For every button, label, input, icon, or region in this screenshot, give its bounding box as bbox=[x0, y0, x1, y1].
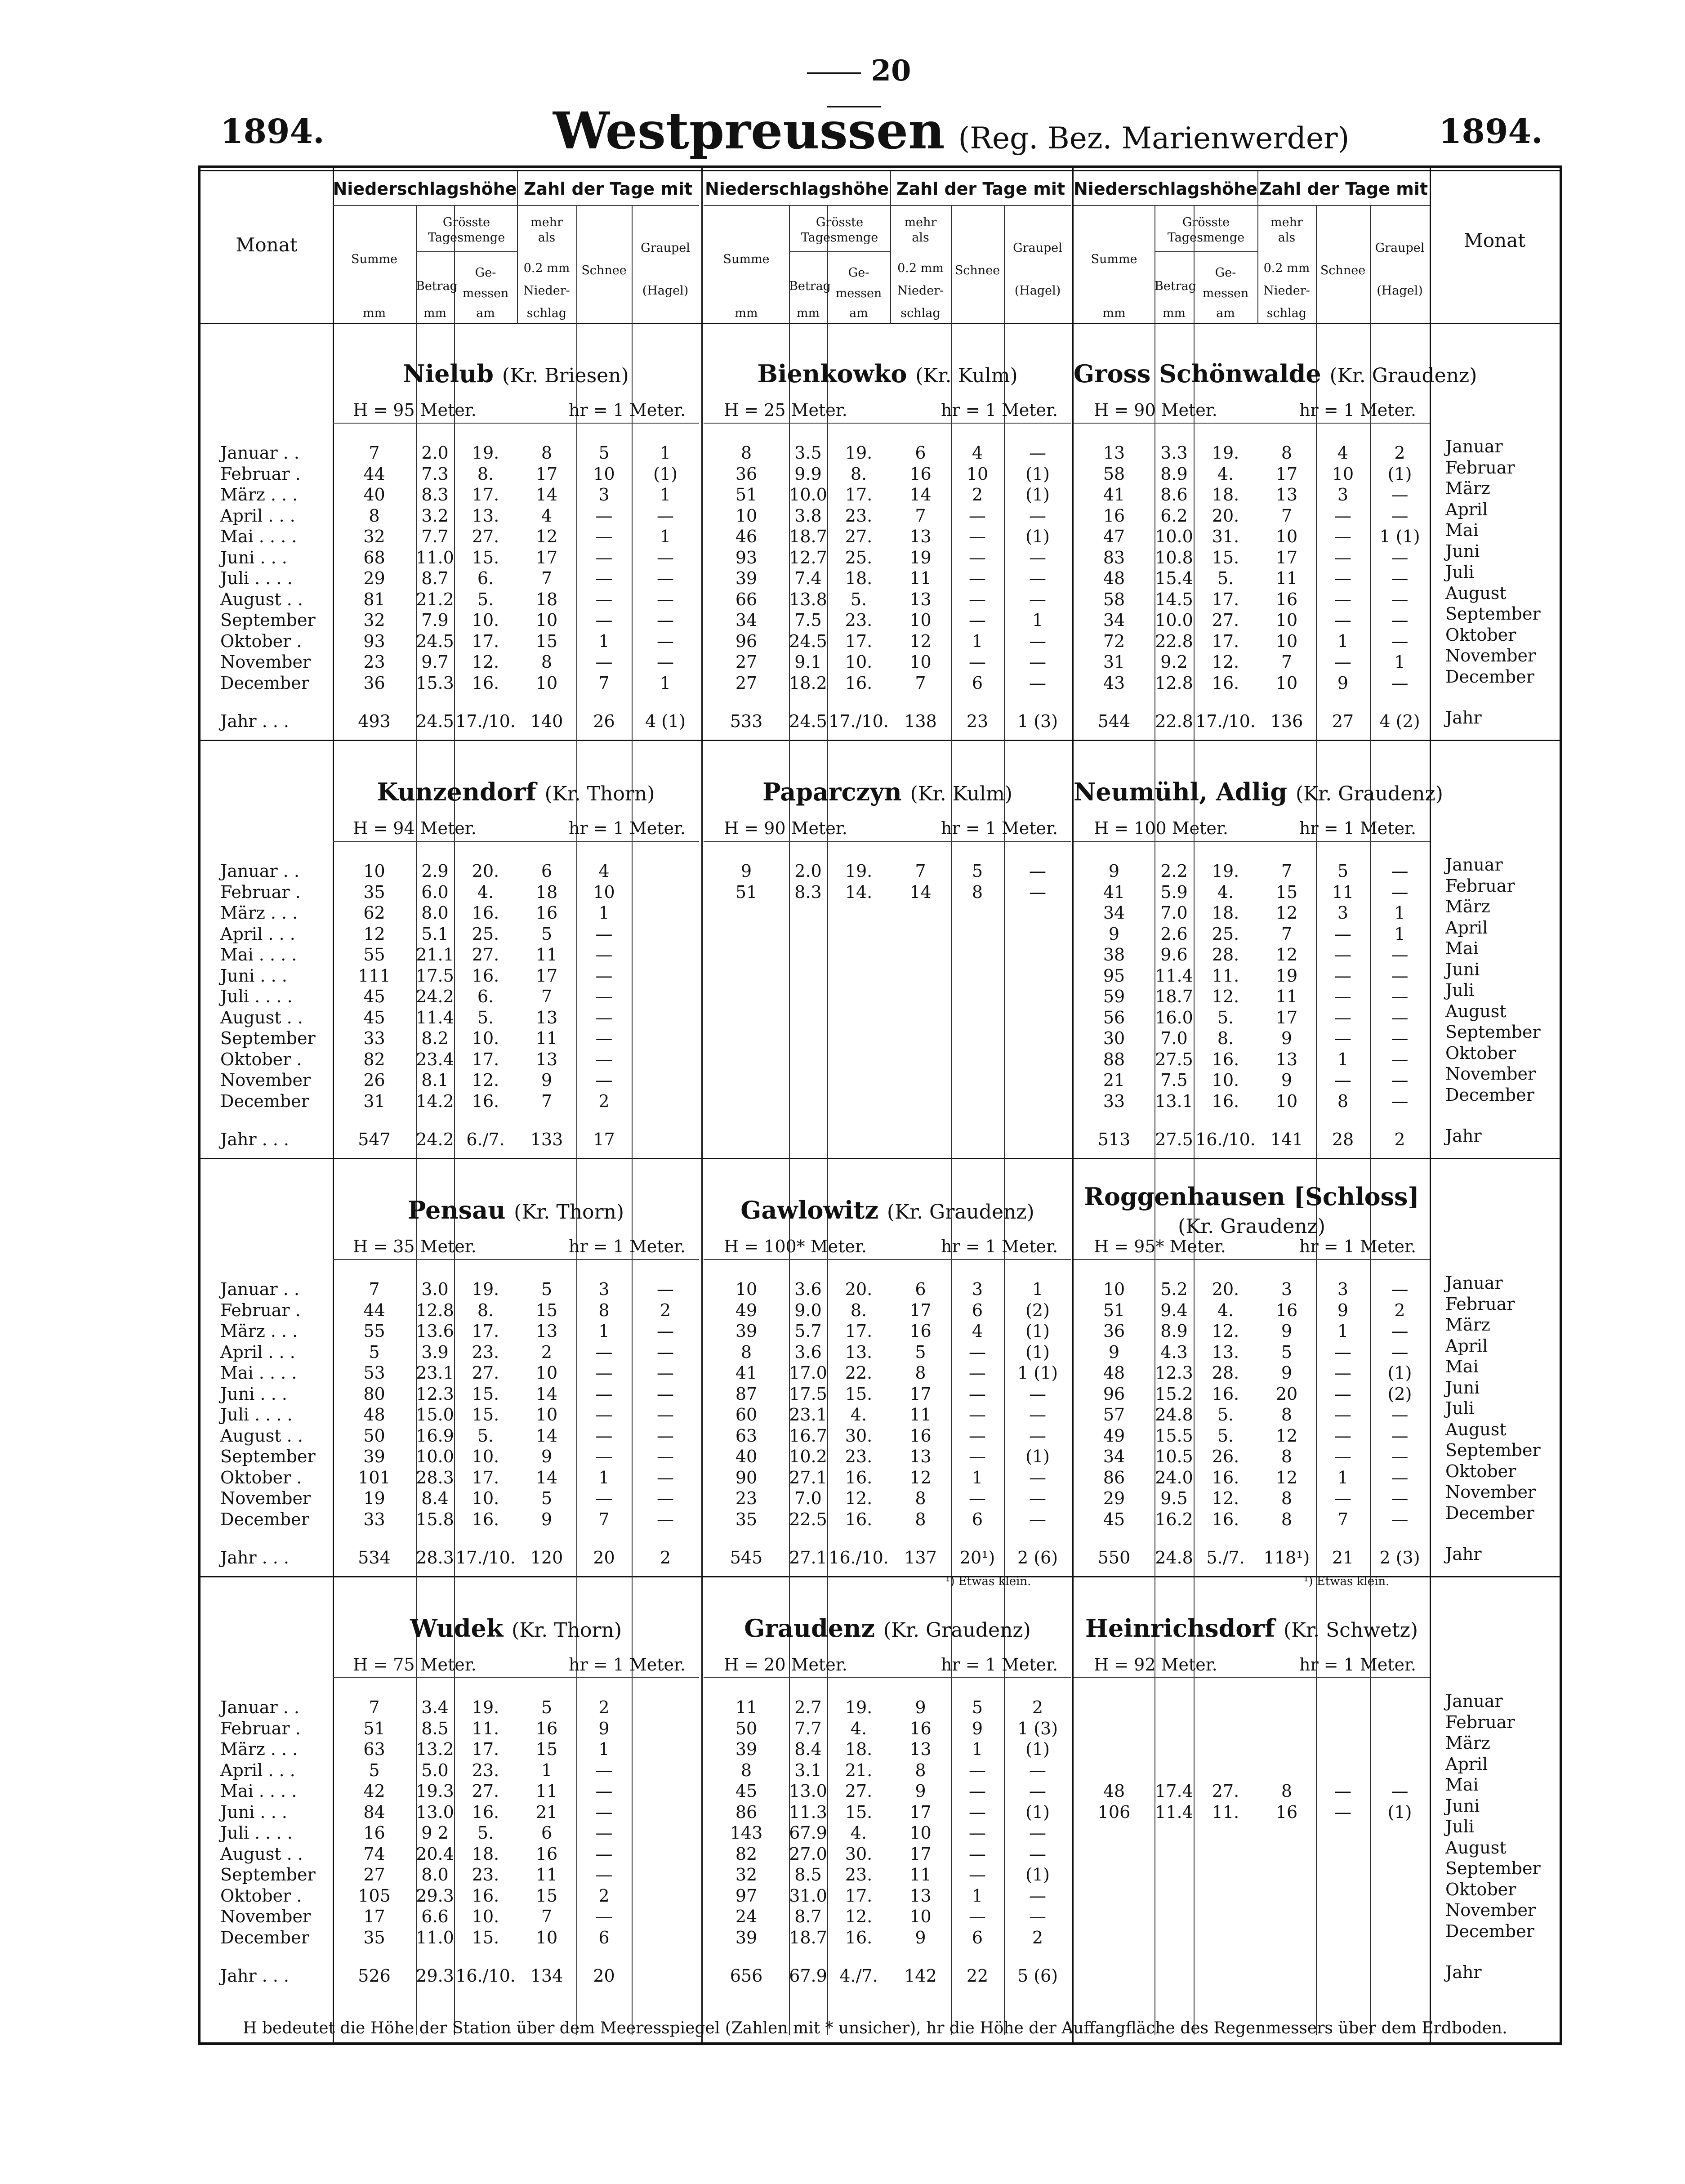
station-kreis-10: (Kr. Graudenz) bbox=[883, 1619, 1031, 1642]
jahr-right-0: Jahr bbox=[1445, 708, 1482, 728]
station-7-jahr-0: 545 bbox=[730, 1548, 763, 1568]
header-tagesmenge-0: Tagesmenge bbox=[428, 231, 505, 245]
header-hagel-0: (Hagel) bbox=[642, 284, 689, 298]
station-5-am: 19. 4. 18. 25. 28. 11. 12. 5. 8. 16. 10. 16. bbox=[1212, 861, 1239, 1111]
station-9-jahr-2: 16./10. bbox=[455, 1966, 516, 1986]
station-2-summe: 13 58 41 16 47 83 48 58 34 72 31 43 bbox=[1103, 443, 1125, 693]
station-kreis-9: (Kr. Thorn) bbox=[512, 1619, 622, 1642]
station-title-2: Gross Schönwalde bbox=[1074, 359, 1321, 388]
station-6-jahr-1: 28.3 bbox=[416, 1548, 454, 1568]
station-5-mehr: 7 15 12 7 12 19 11 17 9 13 9 10 bbox=[1275, 861, 1298, 1111]
station-sep-1 bbox=[704, 423, 1071, 424]
station-hr-3: hr = 1 Meter. bbox=[569, 818, 686, 838]
station-3-jahr-2: 6./7. bbox=[466, 1130, 505, 1149]
station-sep-3 bbox=[333, 841, 699, 842]
page-number: 20 bbox=[764, 54, 944, 121]
station-7-jahr-2: 16./10. bbox=[829, 1548, 889, 1568]
station-7-summe: 10 49 39 8 41 87 60 63 40 90 23 35 bbox=[735, 1279, 758, 1529]
header-schlag-1: schlag bbox=[900, 306, 941, 320]
station-name-7 bbox=[704, 1196, 1071, 1226]
station-8-summe: 10 51 36 9 48 96 57 49 34 86 29 45 bbox=[1103, 1279, 1125, 1529]
station-5-jahr-5: 2 bbox=[1394, 1130, 1405, 1149]
station-10-jahr-0: 656 bbox=[730, 1966, 763, 1986]
month-col-left-1: Januar . . Februar . März . . . April . . . Mai . . . . Juni . . . Juli . . . . August . . September Oktober . November December bbox=[220, 861, 316, 1111]
station-title-1: Bienkowko bbox=[757, 359, 907, 388]
header-gt-line-0 bbox=[416, 251, 517, 252]
station-title-0: Nielub bbox=[403, 359, 494, 388]
station-name-0 bbox=[333, 360, 699, 390]
month-col-left-2: Januar . . Februar . März . . . April . . . Mai . . . . Juni . . . Juli . . . . August . . September Oktober . November December bbox=[220, 1279, 316, 1529]
station-hr-6: hr = 1 Meter. bbox=[569, 1237, 686, 1256]
station-1-jahr-2: 17./10. bbox=[829, 711, 889, 731]
station-title-7: Gawlowitz bbox=[740, 1196, 879, 1224]
station-0-jahr-3: 140 bbox=[530, 711, 563, 731]
station-1-summe: 8 36 51 10 46 93 39 66 34 96 27 27 bbox=[735, 443, 758, 693]
station-8-jahr-3: 118¹) bbox=[1263, 1548, 1310, 1568]
station-title-4: Paparczyn bbox=[762, 777, 902, 806]
header-02mm-2: 0.2 mm bbox=[1263, 261, 1310, 275]
header-gt-line-1 bbox=[789, 251, 890, 252]
station-8-jahr-0: 550 bbox=[1097, 1548, 1131, 1568]
station-8-schnee: 3 9 1 — — — — — — 1 — 7 bbox=[1334, 1279, 1351, 1529]
header-graupel-0: Graupel bbox=[641, 241, 690, 255]
station-9-mehr: 5 16 15 1 11 21 6 16 11 15 7 10 bbox=[535, 1697, 558, 1947]
station-6-summe: 7 44 55 5 53 80 48 50 39 101 19 33 bbox=[358, 1279, 391, 1529]
station-kreis-4: (Kr. Kulm) bbox=[910, 782, 1012, 805]
station-height-0: H = 95 Meter. bbox=[353, 400, 477, 420]
header-ge-2: Ge- bbox=[1215, 266, 1236, 280]
header-tagesmenge-1: Tagesmenge bbox=[801, 231, 878, 245]
header-sub-line-2 bbox=[1074, 205, 1430, 206]
station-name-10 bbox=[704, 1614, 1071, 1644]
header-zahl-tage-1: Zahl der Tage mit bbox=[896, 179, 1065, 199]
station-kreis-6: (Kr. Thorn) bbox=[514, 1201, 624, 1224]
footer-note: H bedeutet die Höhe der Station über dem Meeresspiegel (Zahlen mit * unsicher), hr die Höhe der Auffangfläche des Regenmessers über dem Erdboden. bbox=[243, 2019, 1507, 2037]
title-subtitle: (Reg. Bez. Marienwerder) bbox=[958, 121, 1350, 156]
header-groesste-1: Grösste bbox=[816, 215, 864, 229]
station-9-jahr-3: 134 bbox=[530, 1966, 563, 1986]
station-name-8 bbox=[1074, 1183, 1430, 1241]
station-3-schnee: 4 10 1 — — — — — — — — 2 bbox=[593, 861, 615, 1111]
header-niederschlag-1: Niederschlagshöhe bbox=[705, 179, 889, 199]
station-3-mehr: 6 18 16 5 11 17 7 13 11 13 9 7 bbox=[535, 861, 558, 1111]
station-7-schnee: 3 6 4 — — — — — — 1 — 6 bbox=[969, 1279, 986, 1529]
station-hr-5: hr = 1 Meter. bbox=[1299, 818, 1417, 838]
header-schnee-2: Schnee bbox=[1320, 264, 1366, 277]
station-name-3 bbox=[333, 778, 699, 808]
station-0-betrag: 2.0 7.3 8.3 3.2 7.7 11.0 8.7 21.2 7.9 24.5 9.7 15.3 bbox=[416, 443, 454, 693]
header-messen-1: messen bbox=[835, 286, 882, 300]
station-2-jahr-1: 22.8 bbox=[1155, 711, 1193, 731]
station-2-jahr-2: 17./10. bbox=[1195, 711, 1256, 731]
station-3-jahr-1: 24.2 bbox=[416, 1130, 454, 1149]
station-6-am: 19. 8. 17. 23. 27. 15. 15. 5. 10. 17. 10. 16. bbox=[472, 1279, 499, 1529]
station-3-summe: 10 35 62 12 55 111 45 45 33 82 26 31 bbox=[358, 861, 391, 1111]
header-mm-0: mm bbox=[362, 306, 386, 320]
station-title-9: Wudek bbox=[410, 1614, 504, 1643]
station-3-jahr-0: 547 bbox=[358, 1130, 391, 1149]
station-11-schnee: — — bbox=[1334, 1781, 1351, 1822]
station-5-jahr-0: 513 bbox=[1097, 1130, 1131, 1149]
header-mm2-1: mm bbox=[796, 306, 820, 320]
station-height-6: H = 35 Meter. bbox=[353, 1237, 477, 1256]
station-0-schnee: 5 10 3 — — — — — — 1 — 7 bbox=[593, 443, 615, 693]
month-col-right-3: Januar Februar März April Mai Juni Juli August September Oktober November December bbox=[1445, 1691, 1541, 1941]
station-2-jahr-0: 544 bbox=[1097, 711, 1131, 731]
header-als-1: als bbox=[912, 231, 929, 245]
station-10-jahr-3: 142 bbox=[904, 1966, 937, 1986]
jahr-right-3: Jahr bbox=[1445, 1962, 1482, 1982]
hline-header-top bbox=[201, 170, 1560, 171]
station-10-graupel: 2 1 (3) (1) — — (1) — — (1) — — 2 bbox=[1017, 1697, 1058, 1947]
station-1-jahr-1: 24.5 bbox=[789, 711, 827, 731]
station-3-jahr-4: 17 bbox=[593, 1130, 615, 1149]
station-10-jahr-5: 5 (6) bbox=[1017, 1966, 1058, 1986]
station-sep-10 bbox=[704, 1677, 1071, 1678]
station-name-1 bbox=[704, 360, 1071, 390]
header-niederschlag-0: Niederschlagshöhe bbox=[333, 179, 517, 199]
station-name-2 bbox=[1074, 359, 1477, 390]
station-8-jahr-4: 21 bbox=[1332, 1548, 1354, 1568]
station-2-am: 19. 4. 18. 20. 31. 15. 5. 17. 27. 17. 12. 16. bbox=[1212, 443, 1239, 693]
jahr-right-2: Jahr bbox=[1445, 1544, 1482, 1564]
station-10-jahr-1: 67.9 bbox=[789, 1966, 827, 1986]
header-gt-line-2 bbox=[1155, 251, 1257, 252]
header-schlag-0: schlag bbox=[526, 306, 567, 320]
station-title-10: Graudenz bbox=[744, 1614, 875, 1643]
station-name-6 bbox=[333, 1196, 699, 1226]
station-hr-1: hr = 1 Meter. bbox=[941, 400, 1058, 420]
station-0-jahr-5: 4 (1) bbox=[645, 711, 686, 731]
header-mehr-2: mehr bbox=[1270, 215, 1303, 229]
station-8-graupel: — 2 — — (1) (2) — — — — — — bbox=[1387, 1279, 1412, 1529]
station-sep-2 bbox=[1074, 423, 1430, 424]
station-height-1: H = 25 Meter. bbox=[724, 400, 847, 420]
station-1-jahr-3: 138 bbox=[904, 711, 937, 731]
station-6-jahr-0: 534 bbox=[358, 1548, 391, 1568]
station-kreis-2: (Kr. Graudenz) bbox=[1329, 364, 1477, 387]
header-niederschlag-2: Niederschlagshöhe bbox=[1074, 179, 1257, 199]
station-9-schnee: 2 9 1 — — — — — — 2 — 6 bbox=[595, 1697, 613, 1947]
jahr-right-1: Jahr bbox=[1445, 1126, 1482, 1146]
station-6-jahr-5: 2 bbox=[660, 1548, 671, 1568]
station-4-mehr: 7 14 bbox=[909, 861, 932, 902]
station-name-4 bbox=[704, 778, 1071, 808]
station-title-11: Heinrichsdorf bbox=[1085, 1614, 1275, 1643]
header-hagel-1: (Hagel) bbox=[1014, 284, 1061, 298]
header-summe-1: Summe bbox=[723, 252, 770, 266]
station-kreis-3: (Kr. Thorn) bbox=[544, 782, 655, 805]
station-7-jahr-4: 20¹) bbox=[959, 1548, 995, 1568]
station-height-5: H = 100 Meter. bbox=[1094, 818, 1228, 838]
header-mm2-2: mm bbox=[1162, 306, 1186, 320]
station-7-mehr: 6 17 16 5 8 17 11 16 13 12 8 8 bbox=[909, 1279, 932, 1529]
station-height-11: H = 92 Meter. bbox=[1094, 1655, 1217, 1675]
station-10-mehr: 9 16 13 8 9 17 10 17 11 13 10 9 bbox=[909, 1697, 932, 1947]
header-nieder-0: Nieder- bbox=[523, 284, 570, 298]
station-9-jahr-0: 526 bbox=[358, 1966, 391, 1986]
station-11-mehr: 8 16 bbox=[1275, 1781, 1298, 1822]
station-1-betrag: 3.5 9.9 10.0 3.8 18.7 12.7 7.4 13.8 7.5 24.5 9.1 18.2 bbox=[789, 443, 827, 693]
station-title-3: Kunzendorf bbox=[377, 777, 536, 806]
hline-header-bottom bbox=[201, 323, 1560, 324]
station-height-9: H = 75 Meter. bbox=[353, 1655, 477, 1675]
station-10-jahr-4: 22 bbox=[966, 1966, 989, 1986]
station-6-jahr-3: 120 bbox=[530, 1548, 563, 1568]
month-col-right-1: Januar Februar März April Mai Juni Juli August September Oktober November December bbox=[1445, 855, 1541, 1105]
station-height-2: H = 90 Meter. bbox=[1094, 400, 1217, 420]
header-summe-0: Summe bbox=[351, 252, 398, 266]
vline-major-1 bbox=[701, 168, 703, 2042]
station-8-mehr: 3 16 9 5 9 20 8 12 8 12 8 8 bbox=[1275, 1279, 1298, 1529]
station-7-jahr-5: 2 (6) bbox=[1017, 1548, 1058, 1568]
station-7-jahr-1: 27.1 bbox=[789, 1548, 827, 1568]
header-am-2: am bbox=[1216, 306, 1235, 320]
station-2-graupel: 2 (1) — — 1 (1) — — — — — 1 — bbox=[1379, 443, 1420, 693]
station-4-schnee: 5 8 bbox=[972, 861, 983, 902]
header-monat-left: Monat bbox=[236, 234, 298, 256]
header-sub-line-1 bbox=[704, 205, 1071, 206]
station-2-betrag: 3.3 8.9 8.6 6.2 10.0 10.8 15.4 14.5 10.0 22.8 9.2 12.8 bbox=[1155, 443, 1193, 693]
station-1-am: 19. 8. 17. 23. 27. 25. 18. 5. 23. 17. 10. 16. bbox=[845, 443, 873, 693]
station-sep-11 bbox=[1074, 1677, 1430, 1678]
station-4-summe: 9 51 bbox=[735, 861, 758, 902]
station-7-jahr-3: 137 bbox=[904, 1548, 937, 1568]
station-height-8: H = 95* Meter. bbox=[1094, 1237, 1226, 1256]
header-nieder-2: Nieder- bbox=[1263, 284, 1310, 298]
header-nieder-1: Nieder- bbox=[897, 284, 944, 298]
header-ge-0: Ge- bbox=[475, 266, 496, 280]
station-0-mehr: 8 17 14 4 12 17 7 18 10 15 8 10 bbox=[535, 443, 558, 693]
header-graupel-1: Graupel bbox=[1013, 241, 1062, 255]
header-mm-1: mm bbox=[735, 306, 758, 320]
jahr-left-0: Jahr . . . bbox=[220, 711, 290, 731]
station-kreis-1: (Kr. Kulm) bbox=[915, 364, 1018, 387]
station-kreis-11: (Kr. Schwetz) bbox=[1283, 1619, 1418, 1642]
station-10-am: 19. 4. 18. 21. 27. 15. 4. 30. 23. 17. 12. 16. bbox=[845, 1697, 873, 1947]
station-sep-0 bbox=[333, 423, 699, 424]
header-als-2: als bbox=[1278, 231, 1296, 245]
station-11-am: 27. 11. bbox=[1212, 1781, 1239, 1822]
station-kreis-8: (Kr. Graudenz) bbox=[1178, 1215, 1325, 1238]
station-kreis-7: (Kr. Graudenz) bbox=[887, 1201, 1034, 1224]
station-5-jahr-4: 28 bbox=[1332, 1130, 1354, 1149]
station-sep-5 bbox=[1074, 841, 1430, 842]
station-note-8: ¹) Etwas klein. bbox=[1304, 1575, 1390, 1588]
station-hr-8: hr = 1 Meter. bbox=[1299, 1237, 1417, 1256]
header-betrag-1: Betrag bbox=[789, 279, 831, 293]
station-hr-11: hr = 1 Meter. bbox=[1299, 1655, 1417, 1675]
vline-major-3 bbox=[1430, 168, 1431, 2042]
jahr-left-3: Jahr . . . bbox=[220, 1966, 290, 1986]
station-1-mehr: 6 16 14 7 13 19 11 13 10 12 10 7 bbox=[909, 443, 932, 693]
station-5-schnee: 5 11 3 — — — — — — 1 — 8 bbox=[1332, 861, 1354, 1111]
header-ge-1: Ge- bbox=[848, 266, 869, 280]
header-tagesmenge-2: Tagesmenge bbox=[1167, 231, 1245, 245]
month-col-left-0: Januar . . Februar . März . . . April . . . Mai . . . . Juni . . . Juli . . . . August . . September Oktober . November December bbox=[220, 443, 316, 693]
station-height-7: H = 100* Meter. bbox=[724, 1237, 867, 1256]
station-7-graupel: 1 (2) (1) (1) 1 (1) — — — (1) — — — bbox=[1017, 1279, 1058, 1529]
station-10-schnee: 5 9 1 — — — — — — 1 — 6 bbox=[969, 1697, 986, 1947]
header-messen-2: messen bbox=[1202, 286, 1249, 300]
station-0-graupel: 1 (1) 1 — 1 — — — — — — 1 bbox=[653, 443, 678, 693]
station-0-am: 19. 8. 17. 13. 27. 15. 6. 5. 10. 17. 12. 16. bbox=[472, 443, 499, 693]
header-summe-2: Summe bbox=[1091, 252, 1137, 266]
station-name-9 bbox=[333, 1614, 699, 1644]
station-9-betrag: 3.4 8.5 13.2 5.0 19.3 13.0 9 2 20.4 8.0 29.3 6.6 11.0 bbox=[416, 1697, 454, 1947]
station-6-jahr-4: 20 bbox=[593, 1548, 615, 1568]
station-8-jahr-2: 5./7. bbox=[1206, 1548, 1245, 1568]
station-8-am: 20. 4. 12. 13. 28. 16. 5. 5. 26. 16. 12. 16. bbox=[1212, 1279, 1239, 1529]
station-11-graupel: — (1) bbox=[1387, 1781, 1412, 1822]
header-groesste-2: Grösste bbox=[1182, 215, 1230, 229]
station-3-betrag: 2.9 6.0 8.0 5.1 21.1 17.5 24.2 11.4 8.2 23.4 8.1 14.2 bbox=[416, 861, 454, 1111]
station-6-mehr: 5 15 13 2 10 14 10 14 9 14 5 9 bbox=[535, 1279, 558, 1529]
station-hr-9: hr = 1 Meter. bbox=[569, 1655, 686, 1675]
station-6-schnee: 3 8 1 — — — — — — 1 — 7 bbox=[595, 1279, 613, 1529]
station-9-summe: 7 51 63 5 42 84 16 74 27 105 17 35 bbox=[358, 1697, 391, 1947]
header-mm-2: mm bbox=[1102, 306, 1126, 320]
station-1-jahr-0: 533 bbox=[730, 711, 763, 731]
station-8-betrag: 5.2 9.4 8.9 4.3 12.3 15.2 24.8 15.5 10.5 24.0 9.5 16.2 bbox=[1155, 1279, 1193, 1529]
year-left: 1894. bbox=[220, 112, 325, 151]
station-5-graupel: — — 1 1 — — — — — — — — bbox=[1391, 861, 1409, 1111]
station-9-jahr-4: 20 bbox=[593, 1966, 615, 1986]
station-9-jahr-1: 29.3 bbox=[416, 1966, 454, 1986]
station-sep-7 bbox=[704, 1259, 1071, 1260]
station-11-summe: 48 106 bbox=[1097, 1781, 1131, 1822]
station-1-graupel: — (1) (1) — (1) — — — 1 — — — bbox=[1025, 443, 1050, 693]
station-4-graupel: — — bbox=[1029, 861, 1046, 902]
station-7-am: 20. 8. 17. 13. 22. 15. 4. 30. 23. 16. 12. 16. bbox=[845, 1279, 873, 1529]
header-02mm-0: 0.2 mm bbox=[523, 261, 570, 275]
header-mehr-0: mehr bbox=[530, 215, 563, 229]
header-02mm-1: 0.2 mm bbox=[897, 261, 944, 275]
header-monat-right: Monat bbox=[1463, 229, 1526, 251]
station-height-3: H = 94 Meter. bbox=[353, 818, 477, 838]
header-schnee-1: Schnee bbox=[954, 264, 1000, 277]
station-hr-0: hr = 1 Meter. bbox=[569, 400, 686, 420]
hline-section-1 bbox=[201, 1158, 1560, 1159]
station-5-jahr-1: 27.5 bbox=[1155, 1130, 1193, 1149]
station-height-4: H = 90 Meter. bbox=[724, 818, 847, 838]
station-8-jahr-1: 24.8 bbox=[1155, 1548, 1193, 1568]
station-3-am: 20. 4. 16. 25. 27. 16. 6. 5. 10. 17. 12. 16. bbox=[472, 861, 499, 1111]
header-schnee-0: Schnee bbox=[581, 264, 627, 277]
station-2-jahr-4: 27 bbox=[1332, 711, 1354, 731]
header-hagel-2: (Hagel) bbox=[1377, 284, 1423, 298]
station-4-betrag: 2.0 8.3 bbox=[794, 861, 822, 902]
station-title-6: Pensau bbox=[407, 1196, 506, 1224]
header-zahl-tage-0: Zahl der Tage mit bbox=[523, 179, 693, 199]
station-2-schnee: 4 10 3 — — — — — — 1 — 9 bbox=[1332, 443, 1354, 693]
station-2-jahr-3: 136 bbox=[1270, 711, 1303, 731]
header-mehr-1: mehr bbox=[904, 215, 937, 229]
station-1-schnee: 4 10 2 — — — — — — 1 — 6 bbox=[966, 443, 989, 693]
station-6-betrag: 3.0 12.8 13.6 3.9 23.1 12.3 15.0 16.9 10.0 28.3 8.4 15.8 bbox=[416, 1279, 454, 1529]
station-height-10: H = 20 Meter. bbox=[724, 1655, 847, 1675]
station-8-jahr-5: 2 (3) bbox=[1379, 1548, 1420, 1568]
station-1-jahr-4: 23 bbox=[966, 711, 989, 731]
station-note-7: ¹) Etwas klein. bbox=[945, 1575, 1031, 1588]
header-als-0: als bbox=[538, 231, 556, 245]
header-groesste-0: Grösste bbox=[442, 215, 490, 229]
month-col-right-2: Januar Februar März April Mai Juni Juli August September Oktober November December bbox=[1445, 1273, 1541, 1523]
header-schlag-2: schlag bbox=[1266, 306, 1307, 320]
station-hr-4: hr = 1 Meter. bbox=[941, 818, 1058, 838]
jahr-left-2: Jahr . . . bbox=[220, 1548, 290, 1568]
station-5-jahr-2: 16./10. bbox=[1195, 1130, 1256, 1149]
hline-section-0 bbox=[201, 740, 1560, 741]
title-text: Westpreussen bbox=[553, 102, 945, 161]
header-am-0: am bbox=[476, 306, 495, 320]
station-10-betrag: 2.7 7.7 8.4 3.1 13.0 11.3 67.9 27.0 8.5 31.0 8.7 18.7 bbox=[789, 1697, 827, 1947]
month-col-right-0: Januar Februar März April Mai Juni Juli August September Oktober November December bbox=[1445, 437, 1541, 687]
station-title-5: Neumühl, Adlig bbox=[1074, 777, 1288, 806]
station-5-summe: 9 41 34 9 38 95 59 56 30 88 21 33 bbox=[1103, 861, 1125, 1111]
station-2-jahr-5: 4 (2) bbox=[1379, 711, 1420, 731]
station-2-mehr: 8 17 13 7 10 17 11 16 10 10 7 10 bbox=[1275, 443, 1298, 693]
header-mm2-0: mm bbox=[423, 306, 447, 320]
station-3-jahr-3: 133 bbox=[530, 1130, 563, 1149]
page-title bbox=[553, 102, 1349, 161]
station-kreis-0: (Kr. Briesen) bbox=[502, 364, 629, 387]
station-0-jahr-0: 493 bbox=[358, 711, 391, 731]
station-6-graupel: — 2 — — — — — — — — — — bbox=[657, 1279, 674, 1529]
header-betrag-0: Betrag bbox=[416, 279, 458, 293]
station-0-summe: 7 44 40 8 32 68 29 81 32 93 23 36 bbox=[363, 443, 385, 693]
station-hr-2: hr = 1 Meter. bbox=[1299, 400, 1417, 420]
header-messen-0: messen bbox=[462, 286, 509, 300]
station-hr-10: hr = 1 Meter. bbox=[941, 1655, 1058, 1675]
station-9-am: 19. 11. 17. 23. 27. 16. 5. 18. 23. 16. 10. 15. bbox=[472, 1697, 499, 1947]
station-sep-8 bbox=[1074, 1259, 1430, 1260]
station-name-11 bbox=[1074, 1614, 1430, 1644]
station-title-8: Roggenhausen [Schloss] bbox=[1084, 1182, 1419, 1211]
station-10-summe: 11 50 39 8 45 86 143 82 32 97 24 39 bbox=[730, 1697, 763, 1947]
header-zahl-tage-2: Zahl der Tage mit bbox=[1259, 179, 1428, 199]
header-am-1: am bbox=[849, 306, 868, 320]
station-kreis-5: (Kr. Graudenz) bbox=[1296, 782, 1443, 805]
jahr-left-1: Jahr . . . bbox=[220, 1130, 290, 1149]
station-0-jahr-4: 26 bbox=[593, 711, 615, 731]
year-right: 1894. bbox=[1439, 112, 1543, 151]
station-6-jahr-2: 17./10. bbox=[455, 1548, 516, 1568]
station-5-betrag: 2.2 5.9 7.0 2.6 9.6 11.4 18.7 16.0 7.0 27.5 7.5 13.1 bbox=[1155, 861, 1193, 1111]
station-hr-7: hr = 1 Meter. bbox=[941, 1237, 1058, 1256]
station-10-jahr-2: 4./7. bbox=[839, 1966, 878, 1986]
station-1-jahr-5: 1 (3) bbox=[1017, 711, 1058, 731]
station-0-jahr-1: 24.5 bbox=[416, 711, 454, 731]
station-sep-4 bbox=[704, 841, 1071, 842]
station-sep-9 bbox=[333, 1677, 699, 1678]
month-col-left-3: Januar . . Februar . März . . . April . . . Mai . . . . Juni . . . Juli . . . . August . . September Oktober . November December bbox=[220, 1697, 316, 1947]
header-sub-line-0 bbox=[333, 205, 699, 206]
station-name-5 bbox=[1074, 777, 1443, 808]
header-betrag-2: Betrag bbox=[1155, 279, 1196, 293]
station-11-betrag: 17.4 11.4 bbox=[1155, 1781, 1193, 1822]
station-sep-6 bbox=[333, 1259, 699, 1260]
station-4-am: 19. 14. bbox=[845, 861, 873, 902]
header-graupel-2: Graupel bbox=[1375, 241, 1425, 255]
station-0-jahr-2: 17./10. bbox=[455, 711, 516, 731]
station-7-betrag: 3.6 9.0 5.7 3.6 17.0 17.5 23.1 16.7 10.2 27.1 7.0 22.5 bbox=[789, 1279, 827, 1529]
station-5-jahr-3: 141 bbox=[1270, 1130, 1303, 1149]
